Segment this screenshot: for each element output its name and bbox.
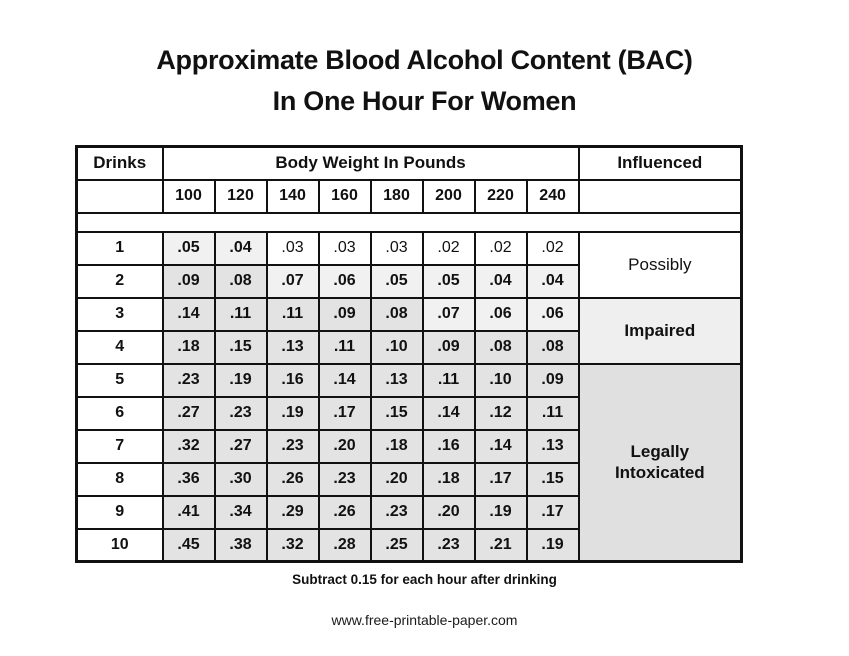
weight-col-header: 120 bbox=[215, 180, 267, 213]
bac-value-cell: .11 bbox=[527, 397, 579, 430]
bac-value-cell: .09 bbox=[423, 331, 475, 364]
drinks-count-cell: 2 bbox=[77, 265, 163, 298]
weight-col-header: 220 bbox=[475, 180, 527, 213]
weight-col-header: 160 bbox=[319, 180, 371, 213]
bac-value-cell: .23 bbox=[319, 463, 371, 496]
bac-value-cell: .07 bbox=[423, 298, 475, 331]
drinks-count-cell: 10 bbox=[77, 529, 163, 562]
bac-value-cell: .19 bbox=[267, 397, 319, 430]
bac-value-cell: .19 bbox=[215, 364, 267, 397]
bac-row bbox=[77, 364, 742, 397]
bac-value-cell: .38 bbox=[215, 529, 267, 562]
bac-value-cell: .17 bbox=[475, 463, 527, 496]
bac-value-cell: .05 bbox=[163, 232, 215, 265]
bac-value-cell: .03 bbox=[319, 232, 371, 265]
bac-value-cell: .18 bbox=[163, 331, 215, 364]
bac-value-cell: .16 bbox=[267, 364, 319, 397]
weight-col-header: 140 bbox=[267, 180, 319, 213]
bac-value-cell: .12 bbox=[475, 397, 527, 430]
bac-value-cell: .23 bbox=[215, 397, 267, 430]
bac-value-cell: .23 bbox=[423, 529, 475, 562]
title-line-1: Approximate Blood Alcohol Content (BAC) bbox=[156, 45, 693, 75]
weight-col-header: 240 bbox=[527, 180, 579, 213]
empty-cell-under-drinks bbox=[77, 180, 163, 213]
bac-value-cell: .19 bbox=[527, 529, 579, 562]
bac-value-cell: .04 bbox=[527, 265, 579, 298]
bac-value-cell: .28 bbox=[319, 529, 371, 562]
bac-value-cell: .15 bbox=[527, 463, 579, 496]
bac-value-cell: .05 bbox=[423, 265, 475, 298]
bac-value-cell: .27 bbox=[215, 430, 267, 463]
bac-value-cell: .07 bbox=[267, 265, 319, 298]
influence-group-cell bbox=[579, 232, 742, 298]
bac-value-cell: .03 bbox=[267, 232, 319, 265]
bac-value-cell: .20 bbox=[319, 430, 371, 463]
bac-value-cell: .21 bbox=[475, 529, 527, 562]
bac-row bbox=[77, 232, 742, 265]
bac-value-cell: .11 bbox=[267, 298, 319, 331]
bac-value-cell: .02 bbox=[423, 232, 475, 265]
bac-value-cell: .02 bbox=[475, 232, 527, 265]
bac-value-cell: .14 bbox=[163, 298, 215, 331]
influence-group-label: Possibly bbox=[628, 255, 692, 274]
bac-value-cell: .27 bbox=[163, 397, 215, 430]
drinks-count-cell: 3 bbox=[77, 298, 163, 331]
bac-table-body bbox=[77, 232, 742, 562]
bac-value-cell: .23 bbox=[163, 364, 215, 397]
header-row bbox=[77, 147, 742, 180]
bac-value-cell: .08 bbox=[371, 298, 423, 331]
bac-value-cell: .09 bbox=[163, 265, 215, 298]
bac-value-cell: .26 bbox=[319, 496, 371, 529]
influence-group-cell bbox=[579, 298, 742, 364]
drinks-count-cell: 4 bbox=[77, 331, 163, 364]
weight-col-header: 180 bbox=[371, 180, 423, 213]
drinks-count-cell: 6 bbox=[77, 397, 163, 430]
bac-value-cell: .04 bbox=[215, 232, 267, 265]
bac-value-cell: .32 bbox=[267, 529, 319, 562]
bac-value-cell: .29 bbox=[267, 496, 319, 529]
drinks-count-cell: 1 bbox=[77, 232, 163, 265]
bac-value-cell: .02 bbox=[527, 232, 579, 265]
influence-group-label: Legally Intoxicated bbox=[614, 442, 705, 483]
bac-value-cell: .17 bbox=[527, 496, 579, 529]
drinks-count-cell: 5 bbox=[77, 364, 163, 397]
bac-value-cell: .36 bbox=[163, 463, 215, 496]
spacer-cell bbox=[77, 213, 742, 232]
bac-value-cell: .23 bbox=[371, 496, 423, 529]
bac-value-cell: .16 bbox=[423, 430, 475, 463]
empty-cell-under-influenced bbox=[579, 180, 742, 213]
bac-value-cell: .14 bbox=[475, 430, 527, 463]
weight-col-header: 200 bbox=[423, 180, 475, 213]
bac-value-cell: .11 bbox=[319, 331, 371, 364]
bac-value-cell: .08 bbox=[215, 265, 267, 298]
body-weight-header-cell: Body Weight In Pounds bbox=[163, 147, 579, 180]
bac-value-cell: .10 bbox=[475, 364, 527, 397]
bac-value-cell: .14 bbox=[319, 364, 371, 397]
bac-value-cell: .41 bbox=[163, 496, 215, 529]
bac-value-cell: .14 bbox=[423, 397, 475, 430]
bac-value-cell: .25 bbox=[371, 529, 423, 562]
bac-value-cell: .45 bbox=[163, 529, 215, 562]
bac-value-cell: .06 bbox=[475, 298, 527, 331]
bac-value-cell: .03 bbox=[371, 232, 423, 265]
page-title bbox=[0, 0, 849, 122]
bac-value-cell: .05 bbox=[371, 265, 423, 298]
bac-value-cell: .08 bbox=[527, 331, 579, 364]
bac-value-cell: .19 bbox=[475, 496, 527, 529]
influence-group-label: Impaired bbox=[624, 321, 696, 340]
drinks-header-cell: Drinks bbox=[77, 147, 163, 180]
bac-value-cell: .06 bbox=[319, 265, 371, 298]
drinks-count-cell: 9 bbox=[77, 496, 163, 529]
bac-row bbox=[77, 298, 742, 331]
drinks-count-cell: 8 bbox=[77, 463, 163, 496]
bac-value-cell: .18 bbox=[371, 430, 423, 463]
bac-value-cell: .13 bbox=[371, 364, 423, 397]
bac-value-cell: .04 bbox=[475, 265, 527, 298]
website-text: www.free-printable-paper.com bbox=[331, 612, 518, 628]
bac-value-cell: .11 bbox=[215, 298, 267, 331]
bac-value-cell: .17 bbox=[319, 397, 371, 430]
bac-value-cell: .34 bbox=[215, 496, 267, 529]
bac-value-cell: .06 bbox=[527, 298, 579, 331]
bac-value-cell: .30 bbox=[215, 463, 267, 496]
bac-value-cell: .18 bbox=[423, 463, 475, 496]
bac-value-cell: .10 bbox=[371, 331, 423, 364]
bac-value-cell: .08 bbox=[475, 331, 527, 364]
bac-value-cell: .15 bbox=[215, 331, 267, 364]
influenced-header-cell: Influenced bbox=[579, 147, 742, 180]
bac-value-cell: .09 bbox=[319, 298, 371, 331]
bac-value-cell: .26 bbox=[267, 463, 319, 496]
footnote: Subtract 0.15 for each hour after drinking bbox=[292, 572, 557, 587]
bac-value-cell: .13 bbox=[527, 430, 579, 463]
title-line-2: In One Hour For Women bbox=[272, 86, 577, 116]
influence-group-cell bbox=[579, 364, 742, 562]
bac-value-cell: .13 bbox=[267, 331, 319, 364]
bac-value-cell: .20 bbox=[423, 496, 475, 529]
bac-table bbox=[75, 145, 743, 563]
weight-col-header: 100 bbox=[163, 180, 215, 213]
bac-value-cell: .23 bbox=[267, 430, 319, 463]
spacer-row bbox=[77, 213, 742, 232]
drinks-count-cell: 7 bbox=[77, 430, 163, 463]
bac-value-cell: .32 bbox=[163, 430, 215, 463]
bac-value-cell: .20 bbox=[371, 463, 423, 496]
bac-value-cell: .09 bbox=[527, 364, 579, 397]
bac-value-cell: .15 bbox=[371, 397, 423, 430]
weights-row bbox=[77, 180, 742, 213]
bac-value-cell: .11 bbox=[423, 364, 475, 397]
